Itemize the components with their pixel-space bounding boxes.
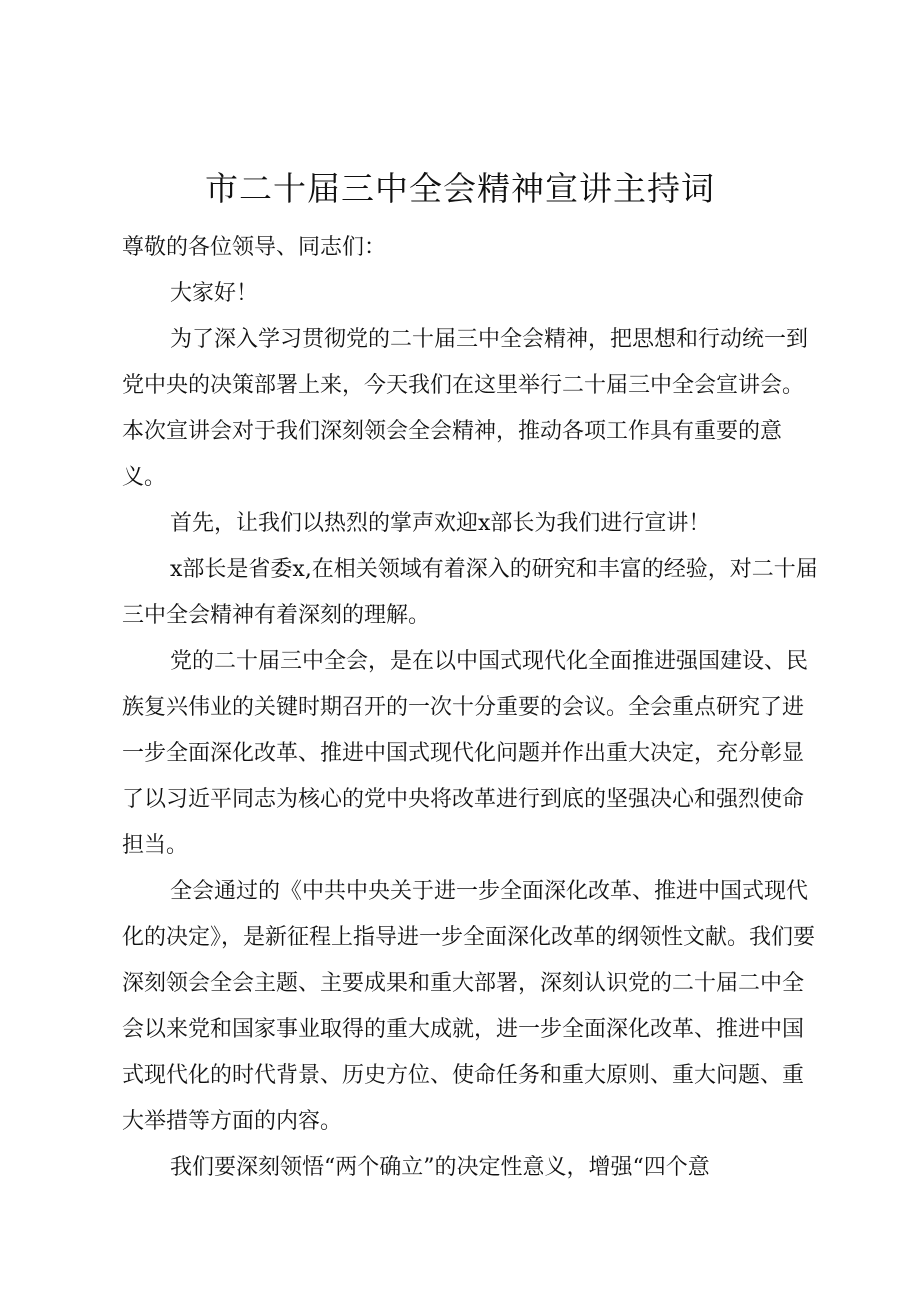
paragraph-welcome: 首先，让我们以热烈的掌声欢迎x部长为我们进行宣讲！ (170, 511, 711, 536)
paragraph-decision-document: 全会通过的《中共中央关于进一步全面深化改革、推进中国式现代化的决定》，是新征程上指导进一步全面深化改革的纲领性文献。我们要深刻领会全会主题、主要成果和重大部署，深刻认识党的二十届二中全会以来党和国家事业取得的重大成就，进一步全面深化改革、推进中国式现代化的时代背景、历史方位、使命任务和重大原则、重大问题、重大举措等方面的内容。 (122, 879, 816, 1134)
paragraph-greeting: 大家好！ (170, 281, 259, 306)
document-body (122, 225, 822, 1191)
paragraph-speaker-intro: x部长是省委x,在相关领域有着深入的研究和丰富的经验，对二十届三中全会精神有着深刻的理解。 (122, 557, 818, 628)
paragraph-plenum-significance: 党的二十届三中全会，是在以中国式现代化全面推进强国建设、民族复兴伟业的关键时期召开的一次十分重要的会议。全会重点研究了进一步全面深化改革、推进中国式现代化问题并作出重大决定，充分彰显了以习近平同志为核心的党中央将改革进行到底的坚强决心和强烈使命担当。 (122, 649, 809, 858)
paragraph-purpose: 为了深入学习贯彻党的二十届三中全会精神，把思想和行动统一到党中央的决策部署上来，今天我们在这里举行二十届三中全会宣讲会。本次宣讲会对于我们深刻领会全会精神，推动各项工作具有重要的意义。 (122, 327, 809, 490)
paragraph-two-establishes: 我们要深刻领悟“两个确立”的决定性意义，增强“四个意 (170, 1155, 710, 1180)
salutation: 尊敬的各位领导、同志们： (122, 235, 387, 260)
document-title: 市二十届三中全会精神宣讲主持词 (205, 169, 715, 208)
